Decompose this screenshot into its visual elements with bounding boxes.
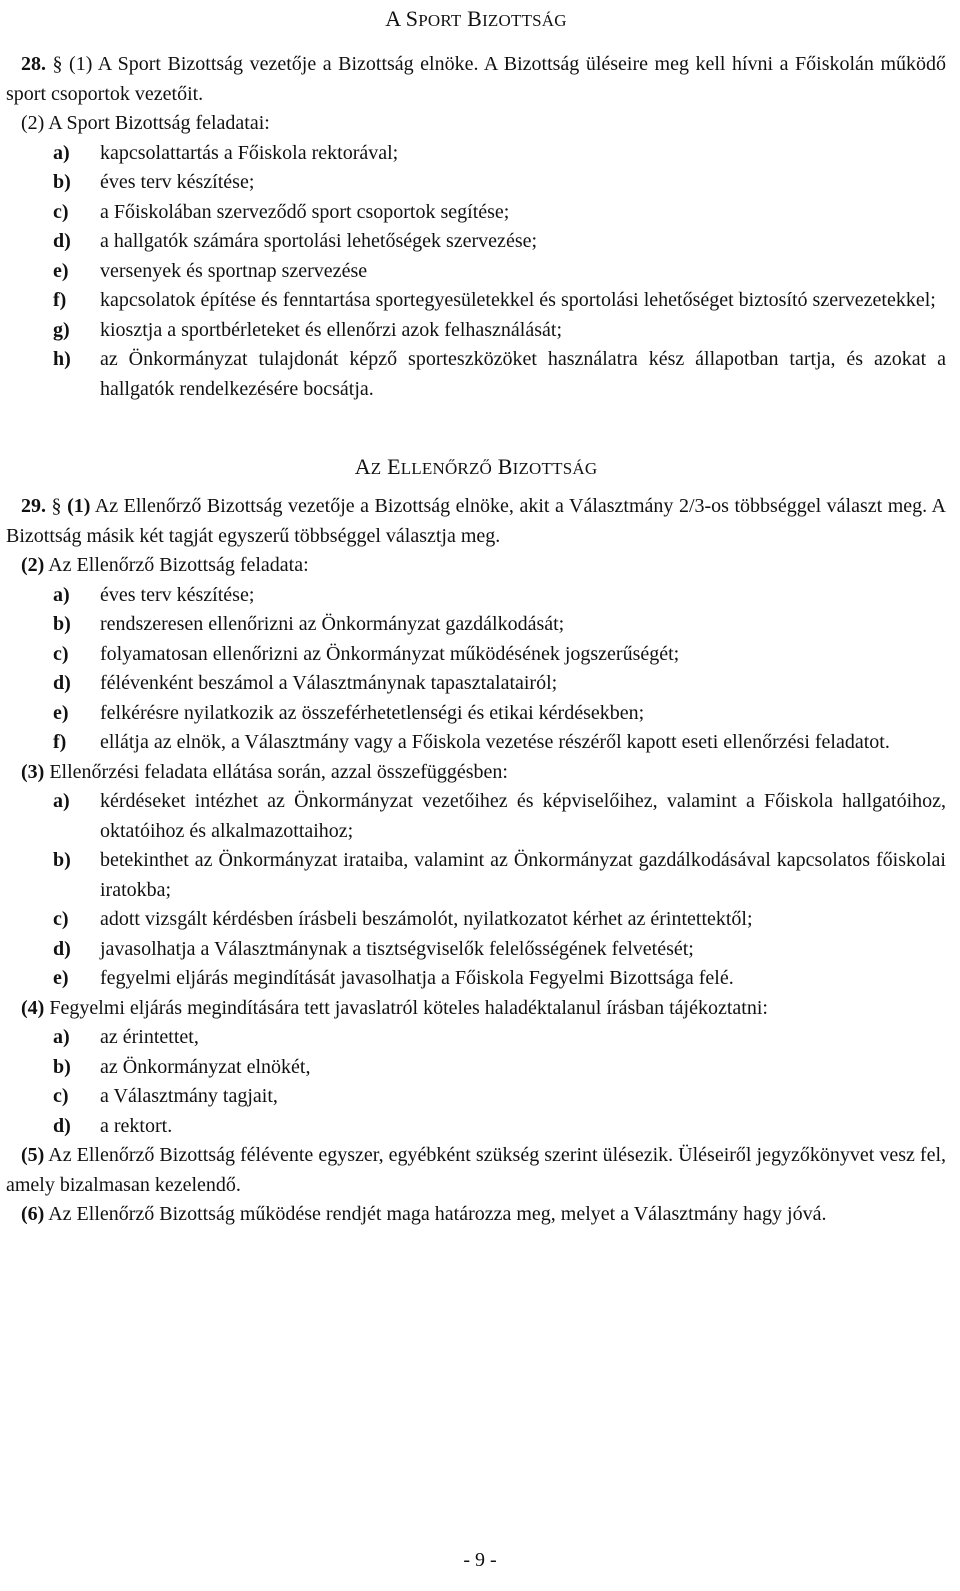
list-item-label: d) [53, 672, 71, 694]
paragraph-text: Az Ellenőrző Bizottság feladata: [44, 554, 309, 576]
paragraph-28-1 [6, 50, 946, 109]
list-item-text: ellátja az elnök, a Választmány vagy a Főiskola vezetése részéről kapott eseti ellenőrzési feladatot. [100, 731, 890, 753]
list-notify [6, 1023, 946, 1141]
paragraph-text: Az Ellenőrző Bizottság működése rendjét maga határozza meg, melyet a Választmány hagy jóvá. [44, 1203, 827, 1225]
list-item-label: a) [53, 141, 70, 164]
list-item-text: az érintettet, [100, 1026, 199, 1048]
list-item-label: b) [53, 613, 71, 635]
list-item [6, 1112, 946, 1142]
list-item [6, 964, 946, 994]
paragraph-28-2: (2) A Sport Bizottság feladatai: [21, 112, 270, 134]
paragraph-number: (2) [21, 554, 45, 576]
heading-part: IZOTTSÁG [512, 459, 598, 478]
heading-part: B [461, 6, 483, 31]
list-item-label: f) [53, 731, 67, 753]
page-number: - 9 - [463, 1549, 497, 1571]
list-item [6, 669, 946, 699]
list-item [6, 1023, 946, 1053]
list-item-text: éves terv készítése; [100, 171, 255, 193]
paragraph-number: (5) [21, 1144, 45, 1166]
list-item-label: d) [53, 1114, 71, 1137]
list-item-label: b) [53, 1055, 71, 1078]
list-item [6, 935, 946, 965]
paragraph-29-6 [6, 1200, 946, 1230]
list-item [6, 728, 946, 758]
list-item [6, 316, 946, 346]
list-item-label: h) [53, 348, 71, 370]
list-item-text: a hallgatók számára sportolási lehetőségek szervezése; [100, 230, 538, 252]
list-item-text: félévenként beszámol a Választmánynak tapasztalatairól; [100, 672, 558, 694]
section-heading-sport [6, 2, 946, 36]
heading-part: E [381, 454, 401, 479]
list-item-text: éves terv készítése; [100, 583, 255, 606]
section-heading-ellenorzo [6, 450, 946, 484]
section-symbol: § [46, 495, 68, 517]
paragraph-29-4 [6, 994, 946, 1024]
list-item [6, 699, 946, 729]
paragraph-text: (1) A Sport Bizottság vezetője a Bizottság elnöke. A Bizottság üléseire meg kell hívni a Főiskolán működő sport csoportok vezetőit. [6, 53, 947, 105]
list-item-text: a Választmány tagjait, [100, 1085, 278, 1107]
list-item-label: b) [53, 171, 71, 193]
heading-part: PORT [418, 11, 462, 30]
list-item-label: c) [53, 908, 69, 930]
heading-part: A [354, 454, 371, 479]
list-item-label: c) [53, 642, 69, 665]
list-item-text: rendszeresen ellenőrizni az Önkormányzat gazdálkodását; [100, 613, 565, 635]
list-item-text: az Önkormányzat elnökét, [100, 1055, 311, 1078]
list-item-label: a) [53, 790, 70, 812]
list-item [6, 787, 946, 846]
list-item-text: a rektort. [100, 1114, 173, 1137]
list-item [6, 1053, 946, 1083]
paragraph-29-1 [6, 492, 946, 551]
section-symbol: § [46, 53, 70, 75]
paragraph-text: Az Ellenőrző Bizottság félévente egyszer, egyébként szükség szerint ülésezik. Üléseiről jegyzőkönyvet vesz fel, amely bizalmasan kezelendő. [6, 1144, 946, 1196]
list-item [6, 227, 946, 257]
list-item-label: e) [53, 259, 69, 282]
list-item-text: adott vizsgált kérdésben írásbeli beszámolót, nyilatkozatot kérhet az érintettektől; [100, 908, 753, 930]
list-item-text: kapcsolattartás a Főiskola rektorával; [100, 141, 399, 164]
list-item-text: felkérésre nyilatkozik az összeférhetetlenségi és etikai kérdésekben; [100, 701, 645, 724]
list-item [6, 257, 946, 287]
list-item-label: b) [53, 849, 71, 871]
list-item-label: f) [53, 289, 67, 311]
section-number: 28. [21, 53, 46, 75]
list-item [6, 198, 946, 228]
list-ellenorzo-tasks [6, 581, 946, 758]
list-item-label: e) [53, 967, 69, 989]
heading-part: LLENŐRZŐ [400, 459, 493, 478]
paragraph-29-5 [6, 1141, 946, 1200]
list-item-text: javasolhatja a Választmánynak a tisztségviselők felelősségének felvetését; [100, 937, 694, 960]
list-item-label: e) [53, 701, 69, 724]
paragraph-29-3 [6, 758, 946, 788]
paragraph-number: (3) [21, 760, 45, 783]
list-item-label: c) [53, 200, 69, 223]
heading-part: Z [370, 459, 382, 478]
paragraph-text: Az Ellenőrző Bizottság vezetője a Bizottság elnöke, akit a Választmány 2/3-os többséggel választ meg. A Bizottság másik két tagját egyszerű többséggel választja meg. [6, 495, 947, 547]
list-item [6, 640, 946, 670]
list-item-label: d) [53, 230, 71, 252]
paragraph-number: (6) [21, 1203, 45, 1225]
list-item-text: a Főiskolában szerveződő sport csoportok segítése; [100, 200, 510, 223]
list-item [6, 846, 946, 905]
paragraph-29-2 [6, 551, 946, 581]
list-item-label: d) [53, 937, 71, 960]
paragraph-number: (1) [67, 495, 91, 517]
list-item [6, 139, 946, 169]
list-item-label: g) [53, 318, 70, 341]
list-item-text: versenyek és sportnap szervezése [100, 259, 368, 282]
list-item [6, 286, 946, 316]
list-item [6, 345, 946, 404]
list-item [6, 610, 946, 640]
heading-part: B [492, 454, 513, 479]
list-item-text: kiosztja a sportbérleteket és ellenőrzi azok felhasználását; [100, 318, 563, 341]
list-ellenorzo-powers [6, 787, 946, 994]
list-item-text: az Önkormányzat tulajdonát képző sporteszközöket használatra kész állapotban tartja, és azokat a hallgatók rendelkezésére bocsátja. [100, 348, 946, 400]
list-item-text: kapcsolatok építése és fenntartása sportegyesületekkel és sportolási lehetőséget biztosító szervezetekkel; [100, 289, 936, 311]
paragraph-number: (4) [21, 996, 45, 1019]
list-item-label: a) [53, 583, 70, 606]
list-item-label: a) [53, 1026, 70, 1048]
list-sport-tasks [6, 139, 946, 405]
list-item [6, 168, 946, 198]
document-page [6, 0, 946, 1230]
list-item [6, 581, 946, 611]
list-item [6, 1082, 946, 1112]
list-item-text: folyamatosan ellenőrizni az Önkormányzat működésének jogszerűségét; [100, 642, 680, 665]
heading-part: IZOTTSÁG [482, 11, 567, 30]
list-item [6, 905, 946, 935]
list-item-text: kérdéseket intézhet az Önkormányzat vezetőihez és képviselőihez, valamint a Főiskola hallgatóihoz, oktatóihoz és alkalmazottaihoz; [100, 790, 946, 842]
list-item-label: c) [53, 1085, 69, 1107]
paragraph-text: Fegyelmi eljárás megindítására tett javaslatról köteles haladéktalanul írásban tájékoztatni: [44, 996, 768, 1019]
list-item-text: betekinthet az Önkormányzat irataiba, valamint az Önkormányzat gazdálkodásával kapcsolatos főiskolai iratokba; [100, 849, 946, 901]
paragraph-text: Ellenőrzési feladata ellátása során, azzal összefüggésben: [44, 760, 508, 783]
list-item-text: fegyelmi eljárás megindítását javasolhatja a Főiskola Fegyelmi Bizottsága felé. [100, 967, 734, 989]
heading-part: A S [385, 6, 419, 31]
section-number: 29. [21, 495, 46, 517]
